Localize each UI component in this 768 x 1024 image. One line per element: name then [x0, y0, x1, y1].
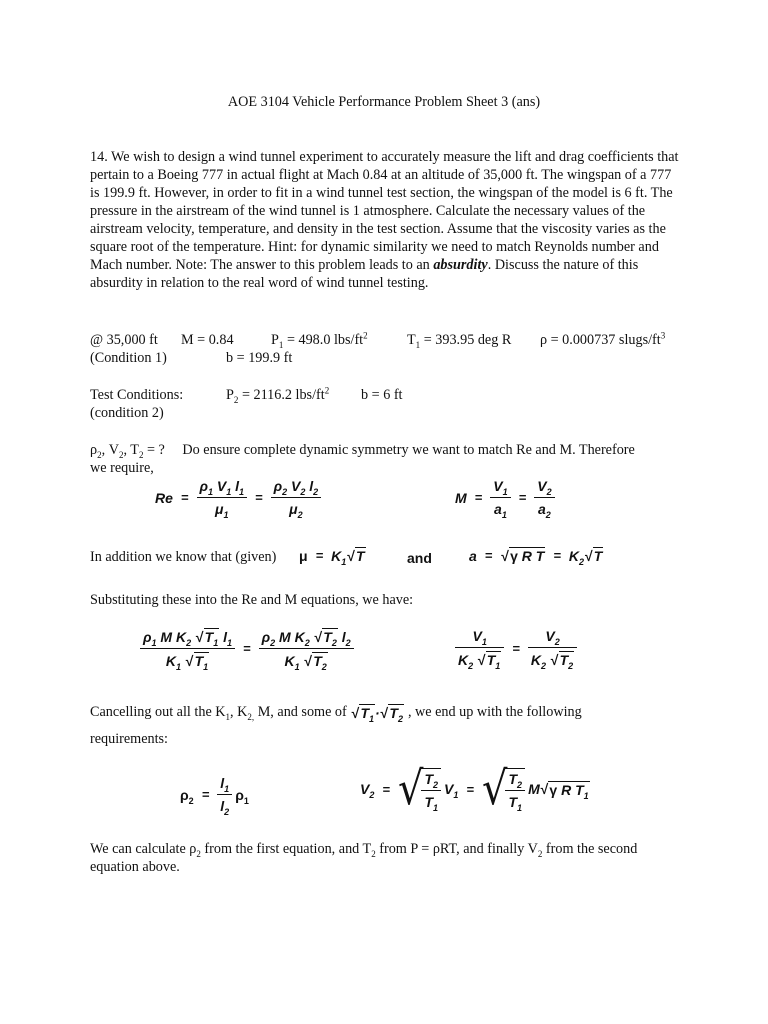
reynolds-equation: Re = $\frac{\rho_1 V_1 l_1}{\mu_1}$ = $\frac{\rho_2 V_2 l_2}{\mu_2}$: [155, 478, 321, 517]
mach-equation: M = $\frac{V_1}{a_1}$ = $\frac{V_2}{a_2}$: [455, 478, 555, 517]
cond1-mach: M = 0.84: [181, 332, 234, 348]
cond1-temperature: $T_1 = 393.95$ deg R: [407, 332, 512, 350]
problem-text-after: . Discuss the nature of this absurdity in relation to the real word of wind tunnel testing.: [90, 257, 639, 291]
condition-1-block: [90, 332, 690, 368]
cond1-density: ρ = 0.000737 slugs/$ft^3$: [540, 330, 666, 348]
unknowns-vars: $\rho_2$, $V_2$, $T_2$ = ?: [90, 442, 165, 460]
cond2-heading: Test Conditions:: [90, 387, 184, 403]
cancel-line: [90, 704, 582, 724]
rho2-requirement: $\rho_2$ = $\frac{l_1}{l_2}$ $\rho_1$: [180, 775, 249, 817]
cancel-text-2: , we end up with the following: [407, 704, 582, 720]
condition-2-block: [90, 387, 690, 423]
require-text: we require,: [90, 460, 154, 476]
cond1-label: (Condition 1): [90, 350, 167, 366]
cond1-pressure: $P_1 = 498.0$ lbs/$ft^2$: [271, 330, 368, 350]
v2-requirement: $V_2$ = √ $\frac{T_2}{T_1}$ $V_1$ = √ $\frac{T_2}{T_1}$ M √ γ R $T_1$: [360, 762, 589, 816]
cancel-text-1: Cancelling out all the $K_1$, $K_{2,}$ M, and some of: [90, 704, 347, 722]
sound-speed-equation: a = √ γ R T = $K_2$ √ T: [469, 547, 603, 567]
cond1-altitude: @ 35,000 ft: [90, 332, 158, 348]
unknowns-text: Do ensure complete dynamic symmetry we want to match Re and M. Therefore: [182, 442, 635, 458]
problem-emphasis: absurdity: [433, 257, 488, 273]
cond1-span: b = 199.9 ft: [226, 350, 293, 366]
cond2-label: (condition 2): [90, 405, 164, 421]
given-text: In addition we know that (given): [90, 549, 277, 565]
cancel-expression: √ $T_1\cdot√$ $T_2$: [350, 705, 403, 724]
and-word: and: [407, 550, 432, 566]
substituting-text: Substituting these into the Re and M equations, we have:: [90, 592, 414, 608]
unknowns-line: [90, 442, 690, 459]
cancel-text-3: requirements:: [90, 731, 169, 747]
final-text: We can calculate $\rho_2$ from the first equation, and $T_2$ from P = ρRT, and finally $V_2$ from the second equation above.: [90, 841, 638, 875]
substituted-mach-equation: $\frac{V_1}{K_2 √ T_1}$ = $\frac{V_2}{K_2 √ T_2}$: [455, 628, 577, 668]
substituted-re-equation: $\frac{\rho_1 M K_2 √ T_1 l_1}{K_1 √ T_1}$ = $\frac{\rho_2 M K_2 √ T_2 l_2}{K_1 √ T_2}$: [140, 628, 354, 669]
viscosity-equation: μ = $K_1$ √ T: [299, 547, 365, 567]
problem-statement: [90, 148, 680, 292]
cond2-pressure: $P_2 = 2116.2$ lbs/$ft^2$: [226, 385, 330, 405]
problem-text-before: 14. We wish to design a wind tunnel experiment to accurately measure the lift and drag coefficients that pertain to a Boeing 777 in actual flight at Mach 0.84 at an altitude of 35,000 ft. The wingspan of a 777 is 199.9 ft. However, in order to fit in a wind tunnel test section, the wingspan of the model is 6 ft. The pressure in the airstream of the wind tunnel is 1 atmosphere. Calculate the necessary values of the airstream velocity, temperature, and density in the test section. Assume that the viscosity varies as the square root of the temperature. Hint: for dynamic similarity we need to match Reynolds number and Mach number. Note: The answer to this problem leads to an: [90, 149, 679, 273]
cond2-span: b = 6 ft: [361, 387, 403, 403]
page-title: AOE 3104 Vehicle Performance Problem Sheet 3 (ans): [227, 94, 541, 110]
